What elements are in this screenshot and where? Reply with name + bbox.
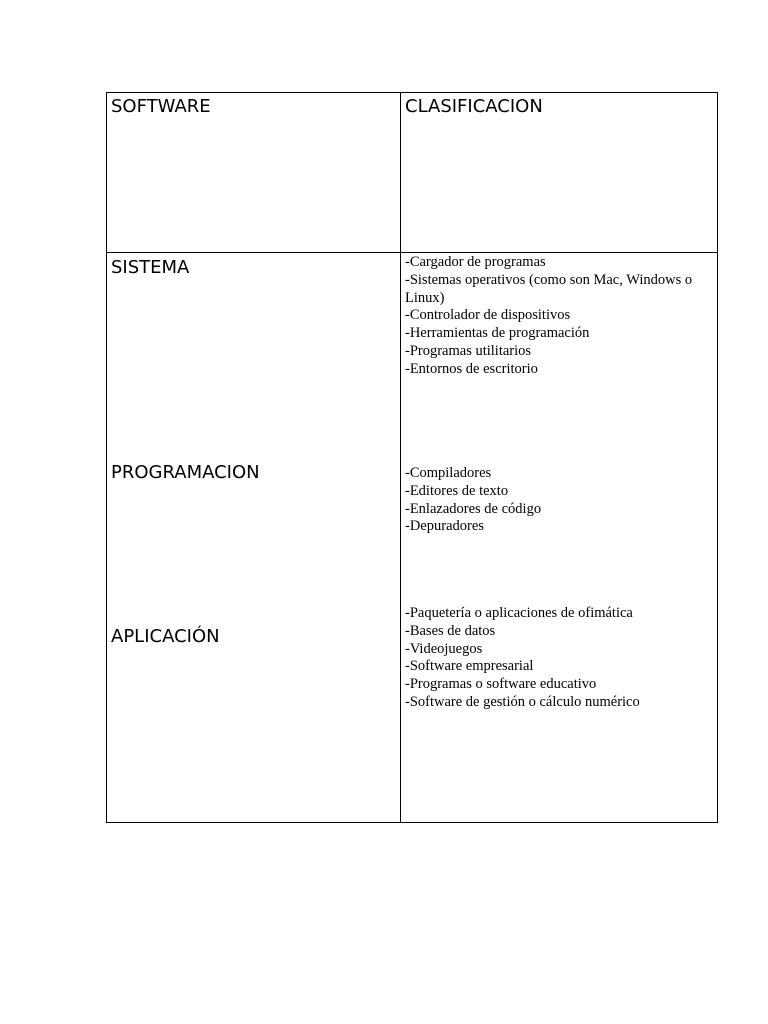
list-item: -Depuradores: [405, 518, 484, 535]
header-row-divider: [107, 252, 717, 253]
list-item: -Software de gestión o cálculo numérico: [405, 693, 640, 710]
list-item: -Cargador de programas: [405, 254, 546, 270]
list-item: -Controlador de dispositivos: [405, 307, 571, 324]
list-item: -Entornos de escritorio: [405, 360, 538, 377]
aplicacion-list: [405, 605, 715, 712]
category-aplicacion: APLICACIÓN: [111, 626, 220, 647]
software-classification-table: [106, 92, 718, 823]
list-item: -Videojuegos: [405, 640, 483, 657]
list-item: -Paquetería o aplicaciones de ofimática: [405, 605, 633, 621]
category-sistema: SISTEMA: [111, 257, 190, 278]
sistema-list: [405, 254, 715, 379]
list-item: -Enlazadores de código: [405, 500, 542, 517]
column-divider: [400, 93, 401, 822]
list-item: -Programas o software educativo: [405, 676, 597, 693]
programacion-list: [405, 465, 715, 536]
list-item: -Compiladores: [405, 465, 492, 481]
list-item: -Software empresarial: [405, 658, 534, 675]
list-item: -Editores de texto: [405, 482, 509, 499]
list-item: -Programas utilitarios: [405, 342, 532, 359]
category-programacion: PROGRAMACION: [111, 462, 260, 483]
list-item: -Herramientas de programación: [405, 325, 590, 342]
list-item: -Bases de datos: [405, 622, 496, 639]
list-item: -Sistemas operativos (como son Mac, Windows o Linux): [405, 271, 693, 306]
header-software: SOFTWARE: [111, 96, 211, 117]
header-clasificacion: CLASIFICACION: [405, 96, 543, 117]
